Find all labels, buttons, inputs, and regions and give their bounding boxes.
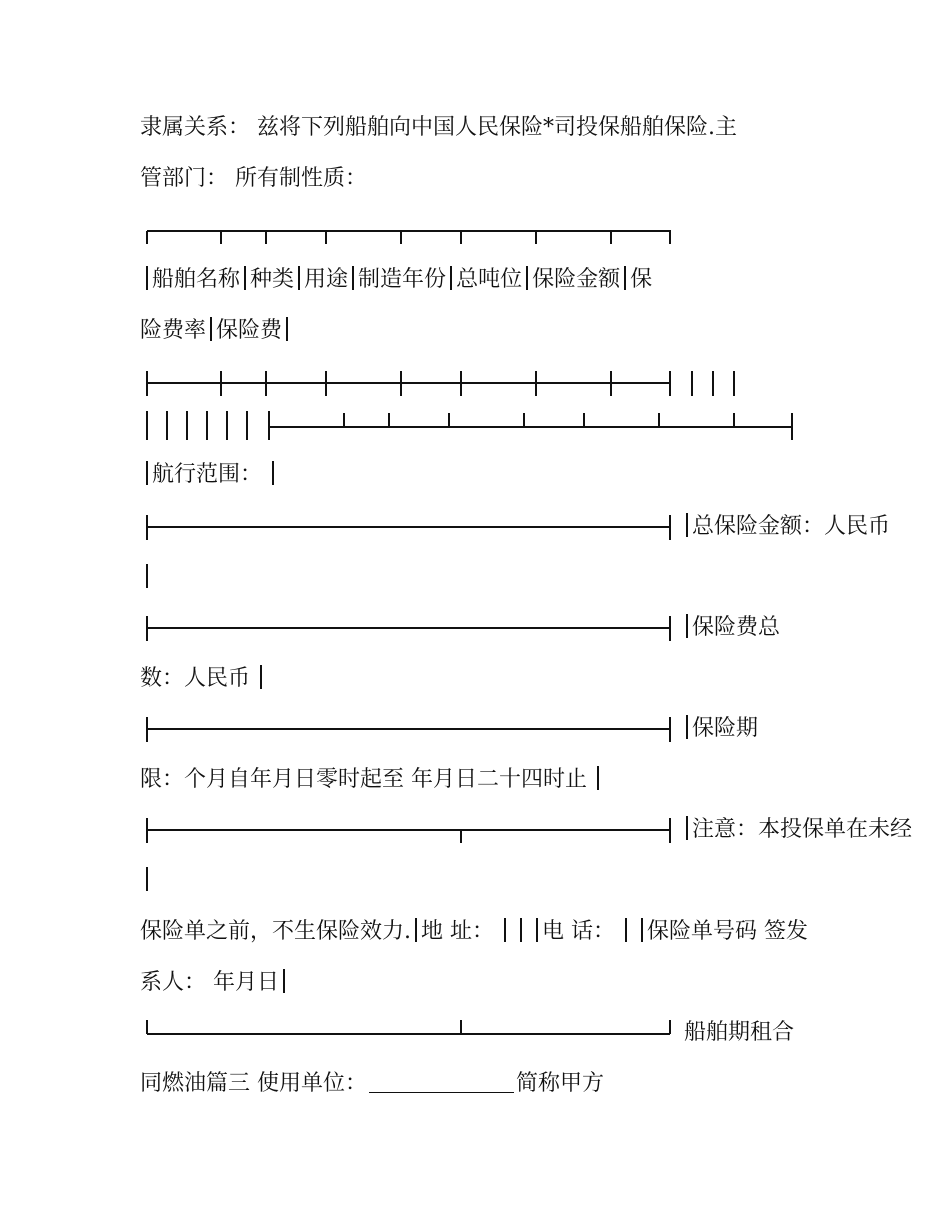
rule-insurance-period [146,716,676,746]
rental-b: 同燃油篇三 使用单位： [140,1071,367,1096]
rule-notice [146,817,676,847]
rental-a: 船舶期租合 [684,1020,795,1045]
header-insured-amount: 保险金额 [532,267,621,292]
header-ship-name: 船舶名称 [152,267,241,292]
insurance-period-row [686,714,758,744]
header-rate-part: 保 [630,267,653,292]
header-type: 种类 [250,267,295,292]
text-line-affiliation [140,113,737,143]
table-header-row-cont [140,316,292,346]
rental-title-row [684,1018,794,1048]
rule-total-insured [146,514,676,544]
nav-range-label: 航行范围： [152,462,263,487]
vbar-row [146,563,152,593]
table-empty-row [146,410,806,444]
table-middle-border [146,370,746,400]
vbar-row-2 [146,866,152,896]
rental-row [140,1069,604,1099]
nav-range-row [146,460,278,490]
department-text: 管部门： 所有制性质： [140,166,367,191]
insurance-period-a: 保险期 [692,716,759,741]
table-top-border [146,228,676,248]
header-build-year: 制造年份 [358,267,447,292]
total-insured-label: 总保险金额：人民币 [692,514,891,539]
rental-c: 简称甲方 [516,1071,605,1096]
header-tonnage: 总吨位 [456,267,523,292]
rule-premium-total [146,615,676,645]
premium-total-row [686,613,780,643]
policy-number-label: 保险单号码 签发 [647,919,808,944]
notice-b: 保险单之前，不生保险效力. [140,919,411,944]
notice-row [686,815,912,845]
contact-row-cont [140,968,289,998]
address-label: 地 址： [421,919,494,944]
total-insured-row [686,512,890,542]
phone-label: 电 话： [542,919,615,944]
premium-total-row-cont [140,664,266,694]
header-usage: 用途 [304,267,349,292]
premium-total-b: 数：人民币 [140,666,251,691]
insurance-period-b: 限：个月自年月日零时起至 年月日二十四时止 [140,767,587,792]
premium-total-a: 保险费总 [692,615,781,640]
table-bottom-border [146,1018,676,1038]
user-unit-blank [369,1070,514,1093]
insurance-period-row-cont [140,765,603,795]
affiliation-text: 隶属关系： 兹将下列船舶向中国人民保险*司投保船舶保险.主 [140,115,737,140]
notice-a: 注意：本投保单在未经 [692,817,913,842]
header-rate: 险费率 [140,318,207,343]
text-line-department [140,164,367,194]
table-header-row [146,265,652,295]
header-premium: 保险费 [216,318,283,343]
contact-person-label: 系人： 年月日 [140,970,279,995]
contact-row [140,917,808,947]
